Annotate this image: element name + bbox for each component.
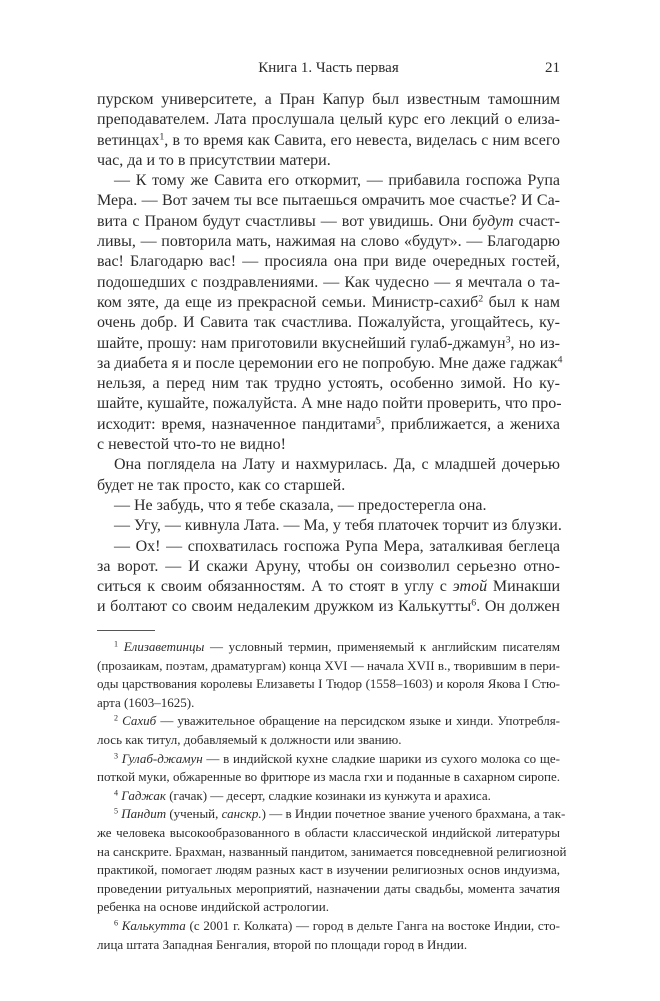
- text-segment: лица штата Западная Бенгалия, второй по площади город в Индии.: [97, 936, 468, 952]
- footnote-ref: 1: [114, 639, 119, 649]
- text-line: [97, 898, 560, 917]
- text-line: [97, 597, 560, 617]
- text-segment: проведении ритуальных мероприятий, назначении даты свадьбы, момента зачатия: [97, 880, 560, 896]
- text-segment: за диабета я и после церемонии его не попробую. Мне даже гаджак: [97, 354, 558, 372]
- italic-text: Калькутта: [121, 917, 186, 933]
- text-segment: пурском университете, а Пран Капур был известным тамошним: [97, 91, 560, 108]
- running-header-title: Книга 1. Часть первая: [258, 60, 399, 76]
- text-line: [97, 638, 560, 657]
- text-line: [97, 171, 560, 191]
- text-segment: — Угу, — кивнула Лата. — Ма, у тебя платочек торчит из блузки.: [114, 517, 562, 535]
- text-segment: час, да и то в присутствии матери.: [97, 151, 331, 169]
- text-line: [97, 824, 560, 843]
- text-segment: Минакши: [487, 578, 561, 596]
- main-text: [97, 90, 563, 618]
- footnote-ref: 4: [557, 354, 563, 366]
- text-segment: счаст-: [513, 212, 560, 230]
- text-segment: арта (1603–1625).: [97, 694, 195, 710]
- footnote-ref: 6: [471, 597, 477, 609]
- text-segment: . Он должен: [476, 598, 560, 616]
- text-line: [97, 861, 560, 880]
- text-line: [97, 694, 560, 713]
- italic-text: санскр.: [221, 806, 262, 822]
- text-line: [97, 516, 560, 536]
- text-line: [97, 750, 560, 769]
- text-line: [97, 354, 563, 374]
- text-line: [97, 455, 560, 475]
- text-segment: , в то время как Савита, его невеста, виделась с ним всего: [164, 131, 560, 149]
- text-line: [97, 768, 560, 787]
- text-segment: ветинцах: [97, 131, 160, 149]
- text-segment: лось как титул, добавляемый к должности или званию.: [97, 731, 402, 747]
- text-segment: поткой муки, обжаренные во фритюре из масла гхи и поданные в сахарном сиропе.: [97, 769, 560, 785]
- italic-text: этой: [452, 578, 488, 596]
- text-segment: — Ох! — спохватилась госпожа Рупа Мера, заталкивая беглеца: [114, 537, 560, 555]
- text-segment: ливы, — повторила мать, нажимая на слово «будут». — Благодарю: [97, 233, 560, 251]
- text-segment: (ученый,: [166, 806, 222, 822]
- text-segment: преподавателем. Лата прослушала целый курс его лекций о елиза-: [97, 111, 560, 129]
- text-segment: шайте, кушайте, пожалуйста. А мне надо пойти проверить, что про-: [97, 395, 562, 413]
- text-line: [97, 252, 560, 272]
- text-segment: , но из-: [510, 334, 560, 352]
- text-line: [97, 232, 560, 252]
- text-line: [97, 212, 560, 232]
- text-segment: практикой, помогает людям разных каст в изучении религиозных основ индуизма,: [97, 862, 560, 878]
- text-segment: ситься к своим обязанностям. А то стоят в углу с: [97, 578, 453, 596]
- text-line: [97, 577, 560, 597]
- italic-text: Гаджак: [121, 787, 166, 803]
- text-segment: за ворот. — И скажи Аруну, чтобы он соизволил серьезно отно-: [97, 557, 560, 575]
- footnote-ref: 6: [114, 918, 119, 928]
- text-segment: (с 2001 г. Колката) — город в дельте Ганга на востоке Индии, сто-: [185, 917, 561, 933]
- text-segment: — в индийской кухне сладкие шарики из сухого молока со ще-: [202, 750, 560, 766]
- footnote-ref: 3: [505, 334, 511, 346]
- text-line: [97, 435, 560, 455]
- text-line: [97, 805, 566, 824]
- footnote-divider: [97, 630, 155, 631]
- text-segment: вита с Праном будут счастливы — вот увидишь. Они: [97, 212, 473, 230]
- text-line: [97, 843, 567, 862]
- italic-text: Гулаб-джамун: [121, 750, 203, 766]
- text-segment: ) — в Индии почетное звание ученого брахмана, а так-: [261, 806, 566, 822]
- text-line: [97, 394, 560, 414]
- italic-text: Сахиб: [122, 713, 157, 729]
- text-segment: шайте, прошу: нам приготовили вкуснейший гулаб-джамун: [97, 334, 506, 352]
- text-line: [97, 712, 560, 731]
- italic-text: Пандит: [121, 806, 167, 822]
- text-line: [97, 675, 560, 694]
- text-segment: очень добр. И Савита так счастлива. Пожалуйста, угощайтесь, ку-: [97, 314, 560, 332]
- text-segment: , приближается, а жениха: [380, 415, 560, 433]
- text-segment: Она поглядела на Лату и нахмурилась. Да, с младшей дочерью: [114, 456, 560, 474]
- text-line: [97, 917, 560, 936]
- italic-text: Елизаветинцы: [123, 639, 205, 654]
- text-segment: (гачак) — десерт, сладкие козинаки из кунжута и арахиса.: [165, 787, 491, 803]
- text-segment: — условный термин, применяемый к английским писателям: [204, 639, 561, 654]
- text-line: [97, 131, 560, 151]
- text-segment: — Не забудь, что я тебе сказала, — предостерегла она.: [114, 496, 487, 514]
- footnote-ref: 2: [478, 293, 484, 305]
- page-number: 21: [545, 60, 560, 76]
- text-segment: — К тому же Савита его откормит, — прибавила госпожа Рупа: [114, 172, 560, 190]
- running-header: [97, 60, 560, 80]
- text-segment: был к нам: [483, 293, 561, 311]
- text-segment: — уважительное обращение на персидском языке и хинди. Употребля-: [156, 713, 560, 729]
- text-line: [97, 110, 560, 130]
- text-segment: исходит: время, назначенное пандитами: [97, 415, 376, 433]
- text-line: [97, 557, 560, 577]
- italic-text: будут: [472, 212, 514, 230]
- text-segment: Мера. — Вот зачем ты все пытаешься омрачить мое счастье? И Са-: [97, 192, 560, 210]
- text-line: [97, 293, 560, 313]
- text-line: [97, 415, 560, 435]
- footnote-ref: 3: [114, 751, 119, 761]
- text-line: [97, 476, 560, 496]
- text-line: [97, 374, 560, 394]
- text-line: [97, 731, 560, 750]
- text-line: [97, 880, 560, 899]
- text-segment: (прозаикам, поэтам, драматургам) конца XVI — начала XVII в., творившим в пери-: [97, 657, 560, 673]
- footnotes: [97, 638, 567, 954]
- text-segment: нельзя, а перед ним так трудно устоять, особенно зимой. Но ку-: [97, 375, 560, 393]
- footnote-ref: 5: [375, 415, 381, 427]
- text-line: [97, 936, 560, 955]
- text-segment: на санскрите. Брахман, названный пандитом, занимается повседневной религиозной: [97, 843, 567, 859]
- text-segment: оды царствования королевы Елизаветы I Тюдор (1558–1603) и короля Якова I Стю-: [97, 676, 560, 692]
- text-segment: ком зяте, да еще из прекрасной семьи. Министр-сахиб: [97, 293, 479, 311]
- text-line: [97, 787, 560, 806]
- text-line: [97, 334, 560, 354]
- text-line: [97, 657, 560, 676]
- text-segment: вас! Благодарю вас! — просияла она при виде очередных гостей,: [97, 253, 560, 271]
- footnote-ref: 1: [159, 131, 165, 143]
- text-line: [97, 537, 560, 557]
- text-segment: и болтают со своим недалеким дружком из Калькутты: [97, 598, 472, 616]
- text-segment: подошедших с поздравлениями. — Как чудесно — я мечтала о та-: [97, 273, 560, 291]
- footnote-ref: 2: [114, 713, 119, 723]
- footnote-ref: 5: [114, 806, 119, 816]
- text-line: [97, 90, 560, 110]
- text-line: [97, 151, 560, 171]
- text-line: [97, 191, 560, 211]
- text-segment: будет не так просто, как со старшей.: [97, 476, 346, 494]
- text-segment: с невестой что-то не видно!: [97, 436, 286, 454]
- text-line: [97, 313, 560, 333]
- text-segment: же человека высокообразованного в области классической индийской литературы: [97, 824, 560, 840]
- text-segment: ребенка на основе индийской астрологии.: [97, 899, 329, 915]
- footnote-ref: 4: [114, 788, 119, 798]
- text-line: [97, 273, 560, 293]
- text-line: [97, 496, 560, 516]
